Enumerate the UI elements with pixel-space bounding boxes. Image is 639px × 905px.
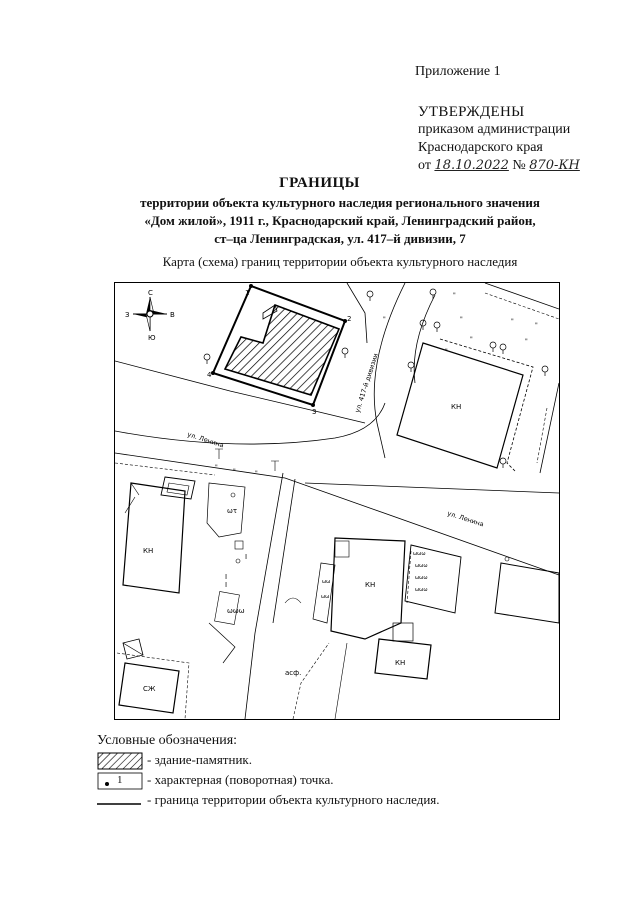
street-lenina-1: ул. Ленина — [186, 430, 225, 450]
legend-point-text: - характерная (поворотная) точка. — [147, 772, 334, 787]
svg-text:": " — [233, 468, 236, 475]
boundary-map — [114, 282, 560, 720]
svg-text:ωωω: ωωω — [227, 607, 245, 615]
svg-text:": " — [535, 322, 538, 329]
date-prefix: от — [418, 158, 431, 173]
label-asf: асф. — [285, 669, 302, 677]
order-date-number — [418, 158, 580, 174]
street-lenina-2: ул. Ленина — [446, 509, 485, 529]
building-kn-2 — [123, 483, 185, 593]
number-value: 870-КН — [529, 158, 580, 173]
svg-text:ωω: ωω — [321, 594, 330, 600]
compass-rose-icon — [125, 289, 175, 342]
map-caption: Карта (схема) границ территории объекта культурного наследия — [162, 254, 518, 269]
map-drawing — [115, 283, 559, 719]
svg-text:ωωω: ωωω — [415, 587, 428, 593]
legend-monument — [97, 752, 252, 770]
approved-label: УТВЕРЖДЕНЫ — [418, 104, 525, 120]
point-3: 3 — [312, 408, 317, 416]
label-kn-1: КН — [451, 403, 462, 411]
street-417: ул. 417-й дивизии — [353, 352, 381, 414]
svg-text:I: I — [225, 581, 228, 589]
svg-text:": " — [453, 292, 456, 299]
point-1: 1 — [245, 289, 250, 297]
svg-text:ωω: ωω — [322, 579, 331, 585]
legend-point — [97, 772, 333, 790]
legend-title: Условные обозначения: — [97, 733, 238, 748]
svg-text:": " — [383, 316, 386, 323]
title-line3: ст–ца Ленинградская, ул. 417–й дивизии, 7 — [214, 231, 466, 246]
document-title: ГРАНИЦЫ — [279, 175, 360, 191]
legend-point-number: 1 — [117, 774, 123, 787]
approved-by-line1: приказом администрации — [418, 122, 571, 137]
number-prefix: № — [512, 158, 526, 173]
label-kn-2: КН — [143, 547, 154, 555]
svg-text:I: I — [225, 573, 228, 581]
svg-text:ωωω: ωωω — [413, 551, 426, 557]
legend-boundary-text: - граница территории объекта культурного наследия. — [147, 792, 440, 807]
label-kn-3: КН — [365, 581, 376, 589]
svg-text:ωωω: ωωω — [415, 563, 428, 569]
svg-text:": " — [445, 348, 448, 355]
title-line2: «Дом жилой», 1911 г., Краснодарский край, Ленинградский район, — [144, 213, 536, 228]
svg-text:": " — [215, 464, 218, 471]
appendix-label: Приложение 1 — [415, 64, 501, 79]
hatch-swatch-icon — [97, 752, 143, 770]
label-szh: СЖ — [143, 685, 156, 693]
boundary-line-icon — [97, 792, 143, 810]
svg-text:I: I — [245, 553, 248, 561]
point-symbol-icon — [97, 772, 143, 790]
courtyard — [207, 483, 245, 537]
svg-text:": " — [525, 338, 528, 345]
title-line1: территории объекта культурного наследия регионального значения — [140, 195, 540, 210]
svg-text:ωτ: ωτ — [227, 507, 238, 515]
svg-text:": " — [255, 470, 258, 477]
date-value: 18.10.2022 — [434, 158, 509, 173]
compass-s: Ю — [148, 334, 156, 342]
svg-text:": " — [511, 318, 514, 325]
legend-monument-text: - здание-памятник. — [147, 752, 252, 767]
point-4: 4 — [207, 371, 212, 379]
svg-text:": " — [470, 336, 473, 343]
compass-w: З — [125, 311, 130, 319]
svg-text:": " — [460, 316, 463, 323]
point-2: 2 — [347, 315, 352, 323]
compass-e: В — [170, 311, 175, 319]
legend-boundary — [97, 792, 440, 810]
svg-text:ωωω: ωωω — [415, 575, 428, 581]
approved-by-line2: Краснодарского края — [418, 140, 543, 155]
compass-n: С — [148, 289, 153, 297]
label-kn-4: КН — [395, 659, 406, 667]
